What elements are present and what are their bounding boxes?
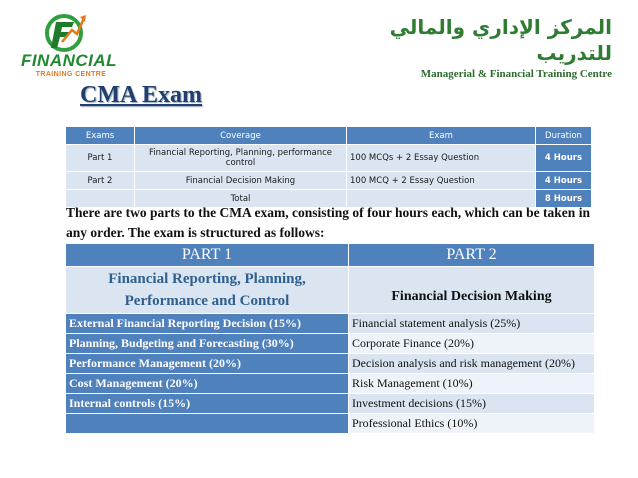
- table-row: [66, 394, 595, 414]
- centre-logo: [362, 14, 612, 80]
- intro-paragraph: There are two parts to the CMA exam, consisting of four hours each, which can be taken in any order. The exam is structured as follows:: [66, 205, 590, 240]
- exam-overview-table: [65, 126, 592, 208]
- part1-topic: [66, 414, 349, 434]
- part2-topic: Professional Ethics (10%): [349, 414, 595, 434]
- part1-topic: External Financial Reporting Decision (15%): [66, 314, 349, 334]
- logo-subtitle: TRAINING CENTRE: [35, 71, 107, 78]
- total-label: Total: [135, 190, 347, 208]
- table-cell: 4 Hours: [536, 145, 592, 172]
- table-cell: Financial Decision Making: [135, 172, 347, 190]
- table-row: [66, 172, 592, 190]
- column-header: Exam: [347, 127, 536, 145]
- page-title: CMA Exam: [80, 82, 202, 108]
- part1-header: PART 1: [66, 244, 349, 267]
- arabic-centre-name: المركز الإداري والمالي للتدريب: [389, 15, 612, 65]
- part1-title: [66, 267, 349, 314]
- column-header: Coverage: [135, 127, 347, 145]
- exam-structure-table: [65, 243, 595, 434]
- table-row: [66, 314, 595, 334]
- table-cell: Part 1: [66, 145, 135, 172]
- logo-f-icon: [44, 12, 88, 52]
- table-cell: 100 MCQs + 2 Essay Question: [347, 145, 536, 172]
- column-header: Exams: [66, 127, 135, 145]
- part2-topic: Risk Management (10%): [349, 374, 595, 394]
- logo-name: FINANCIAL: [20, 51, 118, 70]
- part2-topic: Financial statement analysis (25%): [349, 314, 595, 334]
- part1-topic: Internal controls (15%): [66, 394, 349, 414]
- table-row: [66, 414, 595, 434]
- column-header: Duration: [536, 127, 592, 145]
- table-row: [66, 374, 595, 394]
- part2-title: Financial Decision Making: [349, 267, 595, 314]
- part1-topic: Performance Management (20%): [66, 354, 349, 374]
- part-title-row: [66, 267, 595, 314]
- part2-topic: Investment decisions (15%): [349, 394, 595, 414]
- table-row: [66, 145, 592, 172]
- financial-logo: [10, 8, 130, 80]
- part2-topic: Corporate Finance (20%): [349, 334, 595, 354]
- part2-header: PART 2: [349, 244, 595, 267]
- table-row: [66, 354, 595, 374]
- table-cell: Financial Reporting, Planning, performance control: [135, 145, 347, 172]
- part1-topic: Planning, Budgeting and Forecasting (30%): [66, 334, 349, 354]
- part-header-row: [66, 244, 595, 267]
- table-cell: 100 MCQ + 2 Essay Question: [347, 172, 536, 190]
- part2-topic: Decision analysis and risk management (20%): [349, 354, 595, 374]
- table-cell: Part 2: [66, 172, 135, 190]
- english-centre-name: Managerial & Financial Training Centre: [420, 68, 612, 80]
- table-cell: 4 Hours: [536, 172, 592, 190]
- table-header-row: [66, 127, 592, 145]
- part1-title-line2: Performance and Control: [124, 293, 290, 309]
- total-hours: 8 Hours: [536, 190, 592, 208]
- part1-title-line1: Financial Reporting, Planning,: [108, 271, 306, 287]
- table-row: [66, 334, 595, 354]
- part1-topic: Cost Management (20%): [66, 374, 349, 394]
